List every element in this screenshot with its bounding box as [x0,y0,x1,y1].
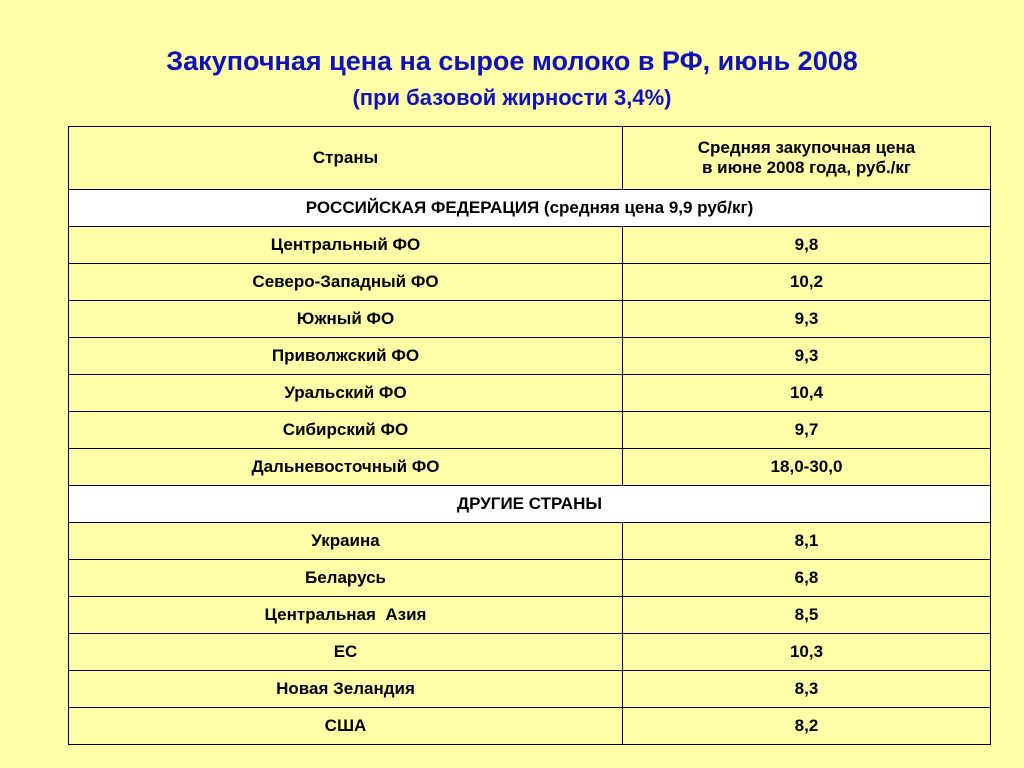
table-row [69,375,991,412]
row-name: ЕС [69,634,623,671]
table-row [69,227,991,264]
row-name: Уральский ФО [69,375,623,412]
table-row [69,301,991,338]
row-price: 8,5 [623,597,991,634]
row-price: 8,2 [623,708,991,745]
row-name: Приволжский ФО [69,338,623,375]
header-price-line2: в июне 2008 года, руб./кг [702,158,911,177]
section-title-russia: РОССИЙСКАЯ ФЕДЕРАЦИЯ (средняя цена 9,9 руб/кг) [69,190,991,227]
table-row [69,671,991,708]
table-row [69,634,991,671]
row-price: 10,4 [623,375,991,412]
table-row [69,338,991,375]
table-row [69,523,991,560]
row-name: Новая Зеландия [69,671,623,708]
row-price: 10,2 [623,264,991,301]
section-title-other: ДРУГИЕ СТРАНЫ [69,486,991,523]
row-price: 8,3 [623,671,991,708]
table-row [69,449,991,486]
row-price: 18,0-30,0 [623,449,991,486]
table-header-row [69,127,991,190]
row-name: Центральный ФО [69,227,623,264]
row-price: 9,7 [623,412,991,449]
table-row [69,264,991,301]
section-row-russia [69,190,991,227]
row-price: 9,3 [623,338,991,375]
row-name: Беларусь [69,560,623,597]
header-price [623,127,991,190]
row-price: 8,1 [623,523,991,560]
row-name: Северо-Западный ФО [69,264,623,301]
table-row [69,597,991,634]
row-name: Центральная Азия [69,597,623,634]
header-country: Страны [69,127,623,190]
milk-price-table [68,126,991,745]
row-name: Южный ФО [69,301,623,338]
row-price: 10,3 [623,634,991,671]
row-price: 6,8 [623,560,991,597]
table-row [69,708,991,745]
row-name: Украина [69,523,623,560]
header-price-line1: Средняя закупочная цена [697,138,916,157]
page-title: Закупочная цена на сырое молоко в РФ, июнь 2008 [166,46,858,76]
row-name: Сибирский ФО [69,412,623,449]
table-row [69,560,991,597]
row-name: Дальневосточный ФО [69,449,623,486]
row-name: США [69,708,623,745]
page-subtitle: (при базовой жирности 3,4%) [352,85,672,110]
section-row-other [69,486,991,523]
row-price: 9,8 [623,227,991,264]
row-price: 9,3 [623,301,991,338]
table-row [69,412,991,449]
